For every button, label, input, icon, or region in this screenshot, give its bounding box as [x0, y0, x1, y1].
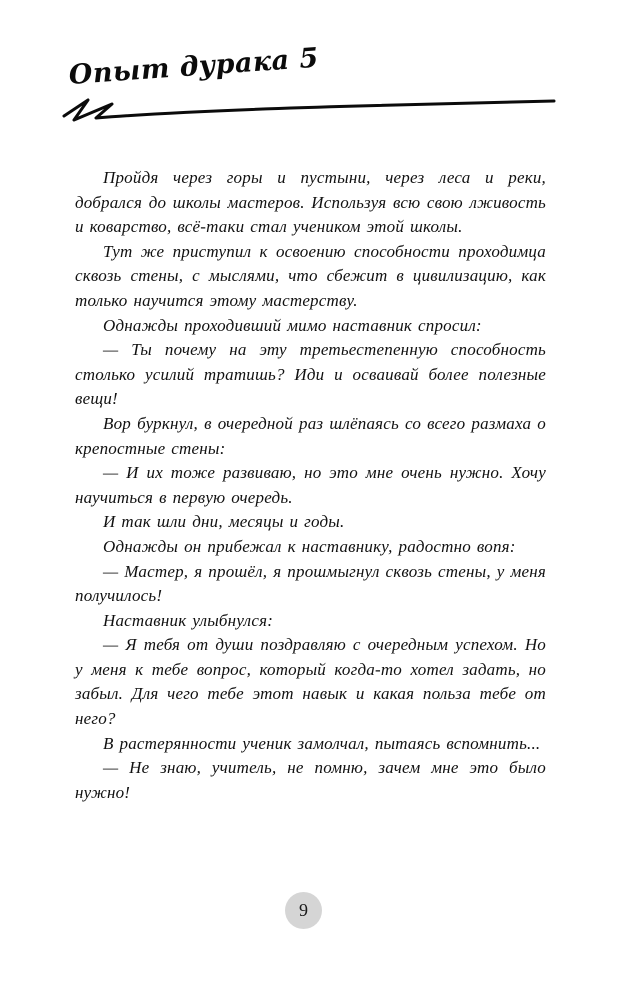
paragraph: — И их тоже развиваю, но это мне очень нужно. Хочу научиться в первую очередь.: [75, 463, 546, 507]
paragraph: Наставник улыбнулся:: [103, 610, 274, 630]
page-number-badge: [285, 892, 322, 929]
page-number: 9: [299, 900, 308, 920]
handwritten-underline-stroke-icon: [58, 92, 560, 128]
paragraph: В растерянности ученик замолчал, пытаясь вспомнить...: [103, 733, 541, 753]
paragraph: Однажды он прибежал к наставнику, радостно вопя:: [103, 536, 516, 556]
paragraph: И так шли дни, месяцы и годы.: [103, 512, 345, 532]
paragraph: — Ты почему на эту третьестепенную способность столько усилий тратишь? Иди и осваивай более полезные вещи!: [75, 340, 546, 409]
paragraph: Пройдя через горы и пустыни, через леса и реки, добрался до школы мастеров. Используя всю свою лживость и коварство, всё-таки стал учеником этой школы.: [75, 168, 546, 237]
paragraph: Вор буркнул, в очередной раз шлёпаясь со всего размаха о крепостные стены:: [75, 413, 546, 458]
body-text: [75, 166, 546, 805]
paragraph: Тут же приступил к освоению способности проходимца сквозь стены, с мыслями, что сбежит в цивилизацию, как только научится этому мастерству.: [75, 241, 546, 310]
book-title: Опыт дурака 5: [67, 42, 320, 91]
page-header: [67, 42, 570, 130]
paragraph: — Я тебя от души поздравляю с очередным успехом. Но у меня к тебе вопрос, который когда-то хотел задать, но забыл. Для чего тебе этот навык и какая польза тебе от него?: [75, 635, 546, 729]
paragraph: — Не знаю, учитель, не помню, зачем мне это было нужно!: [75, 758, 546, 802]
paragraph: — Мастер, я прошёл, я прошмыгнул сквозь стены, у меня получилось!: [75, 561, 546, 606]
paragraph: Однажды проходивший мимо наставник спросил:: [103, 315, 482, 335]
